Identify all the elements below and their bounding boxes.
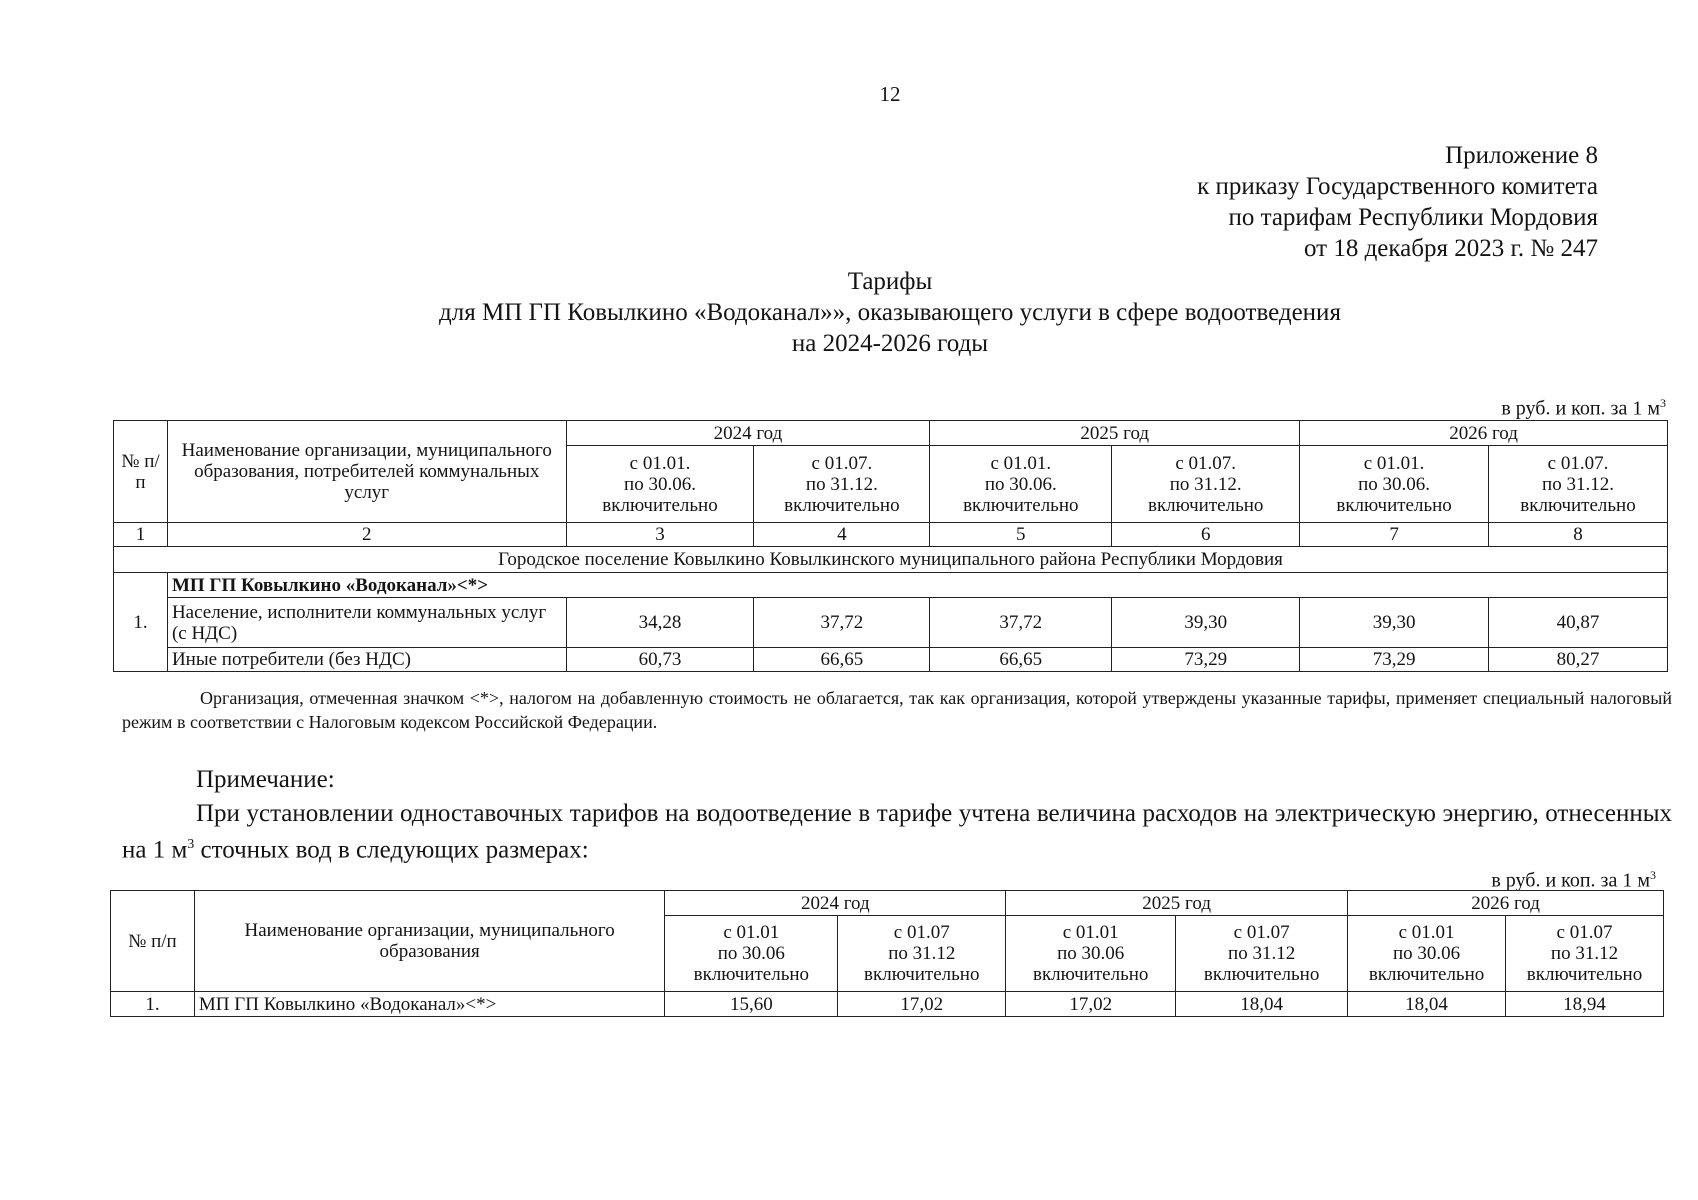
consumer-category: Население, исполнители коммунальных услуг (с НДС) — [167, 598, 566, 648]
appendix-line-2: к приказу Государственного комитета — [1197, 173, 1598, 200]
header-number: № п/п — [114, 421, 168, 523]
table-row — [111, 992, 1664, 1017]
column-number: 2 — [167, 523, 566, 547]
tariff-value: 37,72 — [754, 598, 930, 648]
tariff-table — [113, 420, 1668, 672]
tariff-value: 80,27 — [1489, 648, 1668, 672]
column-number: 4 — [754, 523, 930, 547]
period-header: с 01.01 по 30.06 включительно — [665, 916, 838, 992]
unit-label-1 — [1501, 396, 1666, 421]
note-heading: Примечание: — [196, 766, 335, 793]
electricity-cost-table — [110, 890, 1664, 1017]
tariff-value: 66,65 — [754, 648, 930, 672]
tariff-value: 73,29 — [1300, 648, 1489, 672]
cost-value: 18,94 — [1506, 992, 1664, 1017]
period-header: с 01.07. по 31.12. включительно — [1489, 446, 1668, 523]
cost-value: 15,60 — [665, 992, 838, 1017]
period-header: с 01.07. по 31.12. включительно — [754, 446, 930, 523]
header-year-2026: 2026 год — [1348, 891, 1664, 916]
column-number: 1 — [114, 523, 168, 547]
tariff-value: 34,28 — [566, 598, 754, 648]
document-title — [220, 266, 1560, 359]
header-year-2024: 2024 год — [665, 891, 1006, 916]
appendix-line-3: по тарифам Республики Мордовия — [1228, 204, 1598, 231]
header-year-2025: 2025 год — [930, 421, 1300, 446]
column-number: 8 — [1489, 523, 1668, 547]
title-line-2: для МП ГП Ковылкино «Водоканал»», оказывающего услуги в сфере водоотведения — [439, 299, 1341, 326]
tariff-value: 66,65 — [930, 648, 1112, 672]
period-header: с 01.01. по 30.06. включительно — [1300, 446, 1489, 523]
title-line-3: на 2024-2026 годы — [791, 330, 989, 357]
column-number-row — [114, 523, 1668, 547]
tariff-value: 40,87 — [1489, 598, 1668, 648]
note-text: При установлении одноставочных тарифов на водоотведение в тарифе учтена величина расходов на электрическую энергию, отнесенных на 1 $м^3$ сточных вод в следующих размерах: — [122, 800, 1672, 864]
row-number: 1. — [111, 992, 195, 1017]
column-number: 7 — [1300, 523, 1489, 547]
vat-footnote: Организация, отмеченная значком <*>, налогом на добавленную стоимость не облагается, так как организация, которой утверждены указанные тарифы, применяет специальный налоговый режим в соответствии с Налоговым кодексом Российской Федерации. — [122, 688, 1672, 732]
unit-text: в руб. и коп. за 1 м — [1491, 869, 1650, 892]
column-number: 3 — [566, 523, 754, 547]
appendix-line-4: от 18 декабря 2023 г. № 247 — [1303, 235, 1598, 262]
table-row — [114, 598, 1668, 648]
cost-value: 18,04 — [1176, 992, 1348, 1017]
unit-text: в руб. и коп. за 1 м — [1501, 397, 1660, 420]
row-number: 1. — [114, 573, 168, 672]
table-row — [114, 648, 1668, 672]
period-header: с 01.01 по 30.06 включительно — [1006, 916, 1176, 992]
tariff-value: 60,73 — [566, 648, 754, 672]
page-number: 12 — [879, 82, 901, 106]
tariff-value: 37,72 — [930, 598, 1112, 648]
header-year-2024: 2024 год — [566, 421, 930, 446]
header-year-2025: 2025 год — [1006, 891, 1348, 916]
period-header: с 01.01 по 30.06 включительно — [1348, 916, 1506, 992]
unit-superscript: 3 — [1660, 396, 1666, 410]
tariff-value: 39,30 — [1112, 598, 1300, 648]
tariff-value: 39,30 — [1300, 598, 1489, 648]
period-header: с 01.07 по 31.12 включительно — [1176, 916, 1348, 992]
unit-superscript: 3 — [1650, 868, 1656, 882]
appendix-line-1: Приложение 8 — [1445, 142, 1598, 169]
header-year-2026: 2026 год — [1300, 421, 1668, 446]
organization-name: МП ГП Ковылкино «Водоканал»<*> — [194, 992, 664, 1017]
header-name: Наименование организации, муниципального образования, потребителей коммунальных услуг — [167, 421, 566, 523]
consumer-category: Иные потребители (без НДС) — [167, 648, 566, 672]
appendix-reference — [1197, 140, 1598, 264]
section-row: Городское поселение Ковылкино Ковылкинского муниципального района Республики Мордовия — [114, 547, 1668, 573]
period-header: с 01.01. по 30.06. включительно — [566, 446, 754, 523]
cost-value: 17,02 — [838, 992, 1006, 1017]
title-line-1: Тарифы — [847, 268, 933, 295]
period-header: с 01.07 по 31.12 включительно — [1506, 916, 1664, 992]
period-header: с 01.01. по 30.06. включительно — [930, 446, 1112, 523]
unit-label-2 — [1491, 868, 1656, 893]
cost-value: 17,02 — [1006, 992, 1176, 1017]
column-number: 6 — [1112, 523, 1300, 547]
header-name: Наименование организации, муниципального образования — [194, 891, 664, 992]
tariff-value: 73,29 — [1112, 648, 1300, 672]
cost-value: 18,04 — [1348, 992, 1506, 1017]
organization-name: МП ГП Ковылкино «Водоканал»<*> — [167, 573, 1667, 598]
period-header: с 01.07. по 31.12. включительно — [1112, 446, 1300, 523]
header-number: № п/п — [111, 891, 195, 992]
period-header: с 01.07 по 31.12 включительно — [838, 916, 1006, 992]
column-number: 5 — [930, 523, 1112, 547]
